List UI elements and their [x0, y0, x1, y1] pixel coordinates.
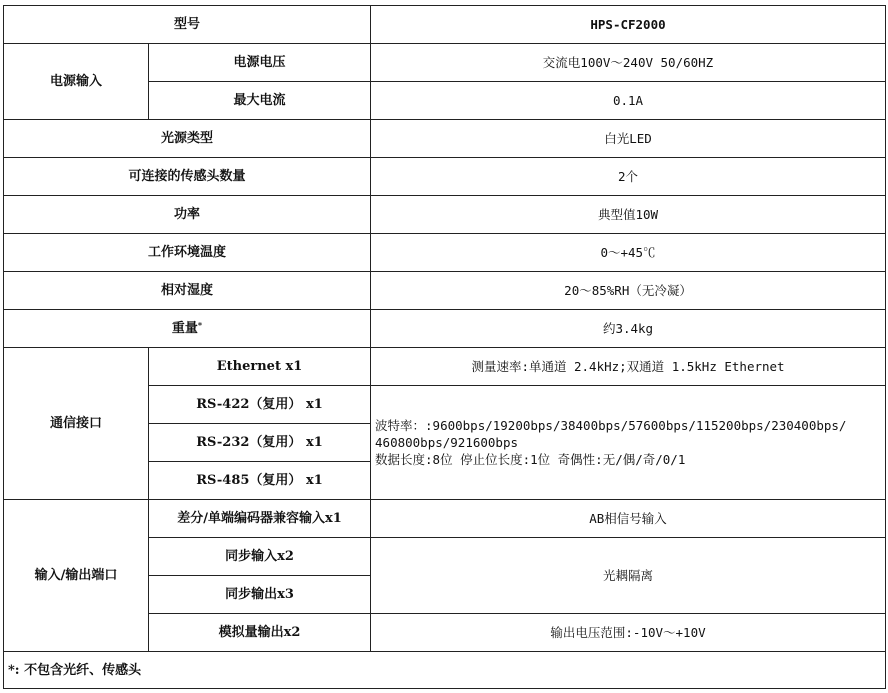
- baud-rate-line-1: 波特率：:9600bps/19200bps/38400bps/57600bps/115200bps/230400bps/: [375, 418, 847, 433]
- table-row: [4, 272, 886, 310]
- data-format-line: 数据长度:8位 停止位长度:1位 奇偶性:无/偶/奇/0/1: [375, 452, 686, 467]
- weight-label: [4, 310, 371, 348]
- power-input-group-label: 电源输入: [4, 44, 149, 120]
- light-source-label: 光源类型: [4, 120, 371, 158]
- ethernet-value: 测量速率:单通道 2.4kHz;双通道 1.5kHz Ethernet: [371, 348, 886, 386]
- ethernet-label: Ethernet x1: [149, 348, 371, 386]
- light-source-value: 白光LED: [371, 120, 886, 158]
- encoder-label: 差分/单端编码器兼容输入x1: [149, 500, 371, 538]
- rs485-label: RS-485（复用） x1: [149, 462, 371, 500]
- table-row: [4, 44, 886, 82]
- spec-table: [3, 5, 886, 689]
- temperature-label: 工作环境温度: [4, 234, 371, 272]
- table-row: [4, 348, 886, 386]
- sync-out-label: 同步输出x3: [149, 576, 371, 614]
- sensor-heads-label: 可连接的传感头数量: [4, 158, 371, 196]
- voltage-label: 电源电压: [149, 44, 371, 82]
- table-row: [4, 234, 886, 272]
- current-label: 最大电流: [149, 82, 371, 120]
- serial-spec-cell: [371, 386, 886, 500]
- sync-in-label: 同步输入x2: [149, 538, 371, 576]
- temperature-value: 0～+45℃: [371, 234, 886, 272]
- humidity-label: 相对湿度: [4, 272, 371, 310]
- model-label: 型号: [4, 6, 371, 44]
- rs422-label: RS-422（复用） x1: [149, 386, 371, 424]
- weight-footnote-mark: *: [197, 320, 203, 330]
- sync-value: 光耦隔离: [371, 538, 886, 614]
- baud-rate-line-2: 460800bps/921600bps: [375, 435, 519, 450]
- table-row: [4, 196, 886, 234]
- table-row: [4, 500, 886, 538]
- table-row: [4, 310, 886, 348]
- footnote: *: 不包含光纤、传感头: [4, 652, 886, 689]
- comm-group-label: 通信接口: [4, 348, 149, 500]
- encoder-value: AB相信号输入: [371, 500, 886, 538]
- humidity-value: 20～85%RH（无冷凝）: [371, 272, 886, 310]
- io-group-label: 输入/输出端口: [4, 500, 149, 652]
- power-value: 典型值10W: [371, 196, 886, 234]
- analog-value: 输出电压范围:-10V～+10V: [371, 614, 886, 652]
- analog-label: 模拟量输出x2: [149, 614, 371, 652]
- table-row: [4, 158, 886, 196]
- sensor-heads-value: 2个: [371, 158, 886, 196]
- weight-value: 约3.4kg: [371, 310, 886, 348]
- current-value: 0.1A: [371, 82, 886, 120]
- rs232-label: RS-232（复用） x1: [149, 424, 371, 462]
- table-row: [4, 120, 886, 158]
- weight-label-text: 重量: [171, 321, 198, 336]
- table-row: [4, 6, 886, 44]
- model-value: HPS-CF2000: [371, 6, 886, 44]
- table-row: [4, 652, 886, 689]
- voltage-value: 交流电100V～240V 50/60HZ: [371, 44, 886, 82]
- power-label: 功率: [4, 196, 371, 234]
